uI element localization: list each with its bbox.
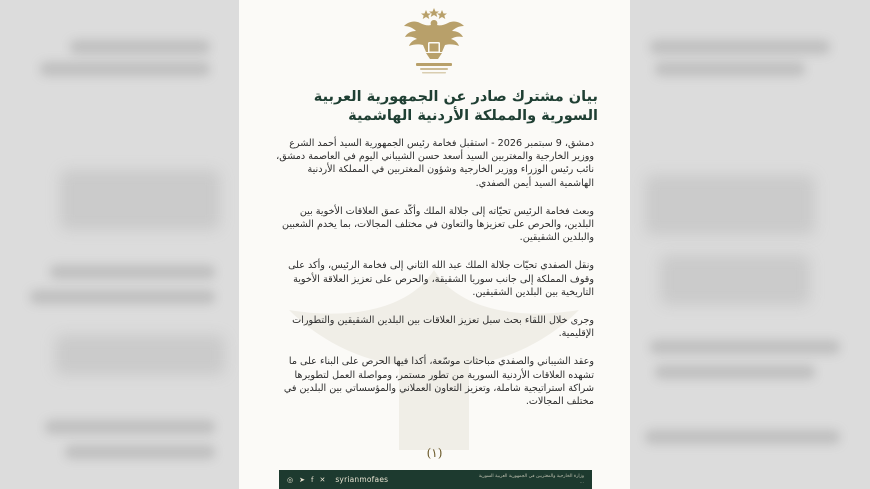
document-page xyxy=(239,0,630,489)
emblem-eagle-icon xyxy=(402,8,466,76)
footer-info-line-2: ... xyxy=(579,479,584,485)
page-title: بيان مشترك صادر عن الجمهورية العربية السورية والمملكة الأردنية الهاشمية xyxy=(313,89,598,124)
instagram-icon[interactable]: ◎ xyxy=(287,475,294,484)
paragraph-4: وجرى خلال اللقاء بحث سبل تعزيز العلاقات بين البلدين الشقيقين والتطورات الإقليمية. xyxy=(292,315,594,340)
blurred-background-left xyxy=(0,0,239,489)
footer-info-line-1: وزارة الخارجية والمغتربين في الجمهورية العربية السورية xyxy=(478,473,584,479)
statement-body xyxy=(272,137,594,423)
social-handle[interactable]: syrianmofaes xyxy=(335,475,389,484)
paragraph-3: ونقل الصفدي تحيّات جلالة الملك عبد الله الثاني إلى فخامة الرئيس، وأكد على وقوف المملكة إلى جانب سوريا الشقيقة، والحرص على تعزيز العلاقة الأخوية التاريخية بين البلدين الشقيقين. xyxy=(288,260,594,298)
x-icon[interactable]: ✕ xyxy=(319,475,326,484)
telegram-icon[interactable]: ➤ xyxy=(299,475,305,484)
blurred-background-right xyxy=(630,0,870,489)
paragraph-5: وعقد الشيباني والصفدي مباحثات موسّعة، أكدا فيها الحرص على البناء على ما تشهده العلاقات الأردنية السورية من تطور مستمر، ومواصلة العمل لتطويرها شراكة استراتيجية شاملة، وتعزيز التعاون العملاني والمؤسساتي بين البلدين في مختلف المجالات. xyxy=(283,356,594,408)
footer-bar xyxy=(279,470,592,489)
social-links xyxy=(287,475,388,484)
paragraph-2: وبعث فخامة الرئيس تحيّاته إلى جلالة الملك وأكّد عمق العلاقات الأخوية بين البلدين، والحرص على تعزيزها والتعاون في مختلف المجالات، بما يخدم الشعبين والبلدين الشقيقين. xyxy=(282,205,594,244)
paragraph-1: دمشق، 9 سبتمبر 2026 - استقبل فخامة رئيس الجمهورية السيد أحمد الشرع ووزير الخارجية والمغتربين السيد أسعد حسن الشيباني اليوم في العاصمة دمشق، نائب رئيس الوزراء ووزير الخارجية وشؤون المغتربين في المملكة الأردنية الهاشمية السيد أيمن الصفدي. xyxy=(276,138,594,189)
page-number: (١) xyxy=(426,446,443,460)
facebook-icon[interactable]: f xyxy=(310,475,314,484)
footer-info xyxy=(479,474,584,486)
